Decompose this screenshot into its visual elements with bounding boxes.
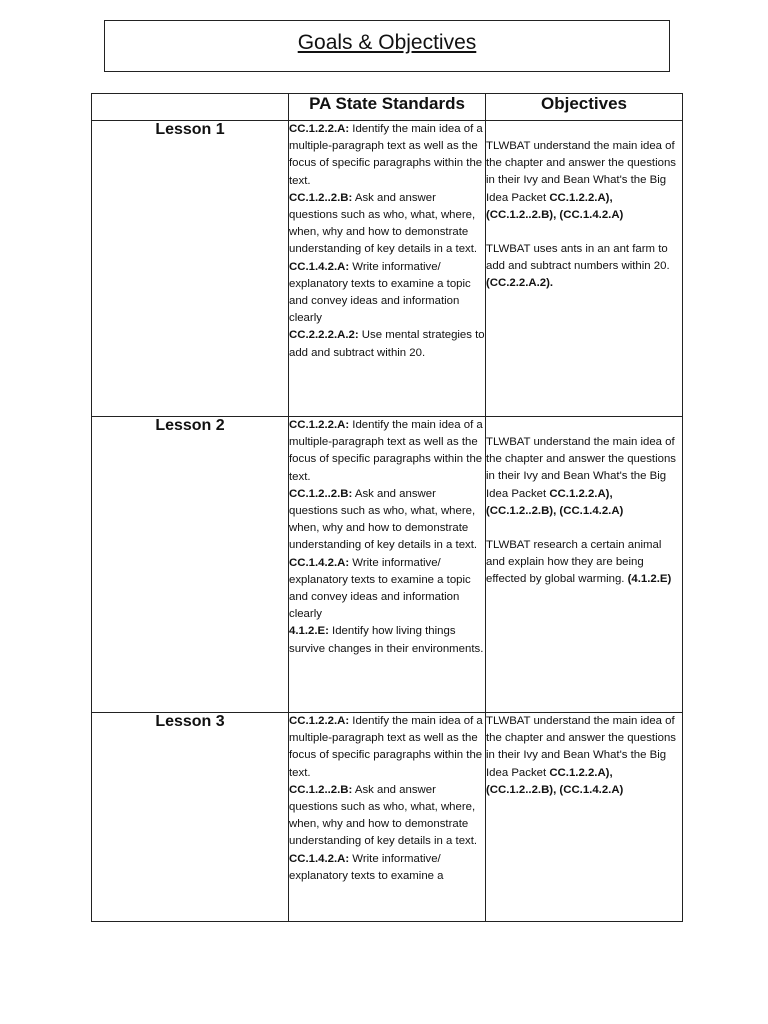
standard-text: Write informative/ explanatory texts to examine a topic and convey ideas and information clearly	[289, 556, 471, 621]
objective-item	[486, 537, 682, 589]
standard-item	[289, 190, 485, 259]
header-objectives: Objectives	[486, 94, 683, 121]
standard-item	[289, 782, 485, 851]
table-header-row	[92, 94, 683, 121]
objective-item	[486, 138, 682, 224]
standard-item	[289, 327, 485, 361]
objective-codes: CC.1.2.2.A),(CC.1.2..2.B), (CC.1.4.2.A)	[486, 191, 624, 221]
standard-item	[289, 259, 485, 328]
standard-text: Identify the main idea of a multiple-paragraph text as well as the focus of specific paragraphs within the text.	[289, 123, 483, 187]
objective-text: TLWBAT research a certain animal and explain how they are being effected by global warming.	[486, 539, 662, 586]
standard-text: Ask and answer questions such as who, what, where, when, why and how to demonstrate understanding of key details in a text.	[289, 487, 478, 552]
lesson-label: Lesson 1	[92, 121, 289, 417]
objectives-cell	[486, 417, 683, 713]
objectives-cell	[486, 713, 683, 922]
standard-code: CC.1.4.2.A:	[289, 852, 350, 865]
standard-item	[289, 121, 485, 190]
standard-code: CC.1.2..2.B:	[289, 191, 353, 204]
table-row	[92, 713, 683, 922]
objective-codes: (CC.2.2.A.2).	[486, 277, 554, 290]
objective-item	[486, 241, 682, 293]
objective-text: TLWBAT understand the main idea of the chapter and answer the questions in their Ivy and Bean What's the Big Idea Packet	[486, 715, 676, 779]
header-empty	[92, 94, 289, 121]
objective-text: TLWBAT understand the main idea of the chapter and answer the questions in their Ivy and Bean What's the Big Idea Packet	[486, 436, 676, 500]
objective-text: TLWBAT uses ants in an ant farm to add and subtract numbers within 20.	[486, 243, 670, 273]
standard-text: Use mental strategies to add and subtract within 20.	[289, 329, 485, 359]
standard-item	[289, 623, 485, 657]
standards-cell	[289, 121, 486, 417]
standard-text: Write informative/ explanatory texts to examine a topic and convey ideas and information clearly	[289, 260, 471, 325]
objective-codes: CC.1.2.2.A),(CC.1.2..2.B), (CC.1.4.2.A)	[486, 766, 624, 796]
page-title: Goals & Objectives	[297, 31, 477, 54]
title-box	[104, 20, 670, 72]
standards-cell	[289, 417, 486, 713]
lesson-label: Lesson 3	[92, 713, 289, 922]
standard-code: CC.2.2.2.A.2:	[289, 329, 359, 342]
standard-code: CC.1.2.2.A:	[289, 715, 350, 727]
standard-item	[289, 417, 485, 486]
objective-codes: CC.1.2.2.A),(CC.1.2..2.B), (CC.1.4.2.A)	[486, 487, 624, 517]
standard-text: Identify how living things survive changes in their environments.	[289, 625, 484, 655]
standard-text: Identify the main idea of a multiple-paragraph text as well as the focus of specific paragraphs within the text.	[289, 715, 483, 779]
objective-codes: (4.1.2.E)	[627, 573, 672, 586]
objective-text: TLWBAT understand the main idea of the chapter and answer the questions in their Ivy and Bean What's the Big Idea Packet	[486, 140, 676, 204]
standard-text: Write informative/ explanatory texts to examine a	[289, 852, 444, 882]
standard-code: CC.1.2..2.B:	[289, 783, 353, 796]
standard-code: CC.1.2..2.B:	[289, 487, 353, 500]
table-row	[92, 417, 683, 713]
standard-text: Ask and answer questions such as who, what, where, when, why and how to demonstrate understanding of key details in a text.	[289, 191, 478, 256]
objective-item	[486, 713, 682, 799]
standard-item	[289, 713, 485, 782]
objectives-cell	[486, 121, 683, 417]
standard-code: 4.1.2.E:	[289, 625, 329, 638]
standard-text: Ask and answer questions such as who, what, where, when, why and how to demonstrate understanding of key details in a text.	[289, 783, 478, 848]
standard-code: CC.1.4.2.A:	[289, 260, 350, 273]
standard-code: CC.1.4.2.A:	[289, 556, 350, 569]
standard-item	[289, 555, 485, 624]
goals-table	[91, 93, 683, 922]
standard-item	[289, 851, 485, 885]
standard-code: CC.1.2.2.A:	[289, 419, 350, 431]
standard-text: Identify the main idea of a multiple-paragraph text as well as the focus of specific paragraphs within the text.	[289, 419, 483, 483]
standard-code: CC.1.2.2.A:	[289, 123, 350, 135]
objective-item	[486, 434, 682, 520]
standards-cell	[289, 713, 486, 922]
header-standards: PA State Standards	[289, 94, 486, 121]
standard-item	[289, 486, 485, 555]
lesson-label: Lesson 2	[92, 417, 289, 713]
table-row	[92, 121, 683, 417]
